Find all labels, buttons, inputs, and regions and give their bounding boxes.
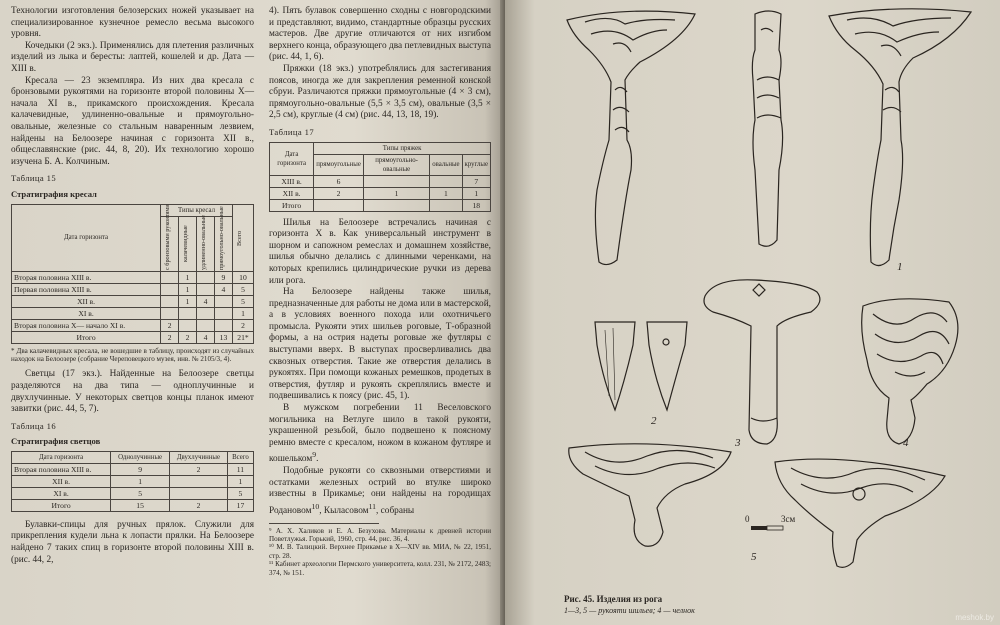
figure-label: 5	[751, 551, 757, 563]
column-header: Дата горизонта	[12, 451, 111, 463]
column-header: Всего	[227, 451, 253, 463]
footnote: ¹¹ Кабинет археологии Пермского университета, колл. 231, № 2172, 2483; 374, № 151.	[269, 560, 491, 577]
t-handle-drawing	[704, 280, 820, 444]
paragraph: Булавки-спицы для ручных прялок. Служили для прикрепления кудели льна к лопасти прялки. На Белоозере найдено 7 таких спиц в горизонте второй половины XIII в. (рис. 44, 2,	[11, 519, 254, 565]
paragraph: Светцы (17 экз.). Найденные на Белоозере светцы разделяются на два типа — одноплучинные и двухлучинные. У некоторых светцов концы планок имеют завитки (рис. 44, 5, 7).	[11, 369, 254, 415]
table-row: Первая половина XIII в. 1 4 5	[12, 283, 254, 295]
table-17	[269, 142, 491, 212]
left-column-2	[269, 6, 491, 577]
scale-unit-label: 3см	[781, 514, 796, 524]
figure-label: 3	[735, 437, 741, 449]
column-header: Дата горизонта	[12, 204, 161, 271]
table-row: XI в. 5 5	[12, 487, 254, 499]
awl-handle-side-drawing	[752, 11, 782, 246]
column-header: удлиненно-овальные	[197, 216, 215, 271]
column-header: Типы пряжек	[314, 142, 491, 154]
watermark: meshok.by	[955, 613, 994, 622]
table-caption: Таблица 15	[11, 173, 57, 184]
footnote-rule	[269, 523, 379, 524]
footnote: ¹⁰ М. В. Талицкий. Верхнее Прикамье в X—XIV вв. МИА, № 22, 1951, стр. 28.	[269, 543, 491, 560]
figure-label: 2	[651, 415, 657, 427]
footnote-ref: 10	[311, 501, 320, 511]
footnote-ref: 11	[368, 501, 377, 511]
figure-caption	[564, 594, 695, 616]
table-row: Вторая половина X— начало XI в. 2 2	[12, 319, 254, 331]
column-header: Двухлучинные	[170, 451, 228, 463]
paragraph: 4). Пять булавок совершенно сходны с новгородскими и представляют, видимо, стандартные образцы русских мастеров. Две другие отличаются от них изгибом верхнего конца, образующего два петлевидных выступа (рис. 44, 1, 6).	[269, 6, 491, 63]
awl-sheath-drawing	[595, 322, 687, 410]
column-header: калачевидные	[179, 216, 197, 271]
table-total-row: Итого 15 2 17	[12, 499, 254, 511]
awl-handle-back-drawing	[829, 9, 971, 266]
table-row: XII в. 2 1 1 1	[270, 187, 491, 199]
table-title: Стратиграфия светцов	[11, 436, 101, 447]
paragraph: На Белоозере найдены также шилья, предназначенные для работы не дома или в мастерской, а в условиях военного похода или охотничьего промысла. Рукояти этих шильев роговые, Т-образной формы, а на острия надеты роговые же футляры с выступами вверх. В выступах просверливались два сквозных отверстия. Такие же отверстия делались в рукоятях. При помощи кожаных ремешков, продетых в отверстия, футляр и рукоять скреплялись вместе и подвешивались к поясу (рис. 45, 1).	[269, 287, 491, 402]
paragraph: Пряжки (18 экз.) употреблялись для застегивания поясов, иногда же для закрепления ременной конской сбруи. Различаются пряжки прямоугольные (4 × 3 см), прямоугольно-овальные (5,5 × 3,5 см), овальные (3,5 × 2,5 см), круглые (4 см) (рис. 44, 13, 18, 19).	[269, 63, 491, 121]
paragraph: Шилья на Белоозере встречались начиная с горизонта X в. Как универсальный инструмент в шорном и сапожном ремеслах и домашнем хозяйстве, шилья обычно делались с длинными черенками, на которых крепились цилиндрические ручки из дерева или рога.	[269, 217, 491, 286]
table-row: XII в. 1 1	[12, 475, 254, 487]
column-header: Всего	[232, 204, 253, 271]
footnote: ⁹ А. Х. Халиков и Е. А. Безухова. Материалы к древней истории Поветлужья. Горький, 1960, стр. 44, рис. 36, 4.	[269, 526, 491, 543]
scale-zero-label: 0	[745, 514, 750, 524]
column-header: овальные	[430, 154, 462, 175]
figure-label: 1	[897, 261, 903, 273]
table-row: XII в. 1 4 5	[12, 295, 254, 307]
awl-handle-drawing	[567, 11, 695, 264]
paragraph: Технологии изготовления белозерских ножей указывает на специализированное кузнечное ремесло весьма высокого уровня.	[11, 6, 254, 40]
figure-label: 4	[903, 437, 909, 449]
column-header: Типы кресал	[161, 204, 233, 216]
table-row: XI в. 1	[12, 307, 254, 319]
left-column-1	[11, 6, 254, 566]
scale-bar	[745, 514, 795, 530]
column-header: с бронзовыми рукоятями	[161, 216, 179, 271]
shuttle-drawing	[862, 299, 958, 444]
table-total-row: Итого 2 2 4 13 21*	[12, 331, 254, 343]
paragraph: Подобные рукояти со сквозными отверстиями и остатками железных острий во втулке широко известны в Прикамье; они найдены на городищах Родановом$^{10}$, Кыласовом$^{11}$, собраны	[269, 466, 491, 516]
table-total-row: Итого 18	[270, 199, 491, 211]
table-caption: Таблица 17	[269, 126, 315, 137]
table-row: Вторая половина XIII в. 9 2 11	[12, 463, 254, 475]
footnote-ref: 9	[312, 450, 317, 460]
paragraph: Кресала — 23 экземпляра. Из них два кресала с бронзовыми рукоятями на горизонте второй половины X— начала XI в., прикамского происхождения. Кресала калачевидные, удлиненно-овальные и прямоугольно-овальные, железные со стальным наваренным лезвием, найдены на Белоозере начиная с горизонта XII в., общеславянские (рис. 44, 8, 20). Их технологию хорошо изучена Б. А. Колчиным.	[11, 75, 254, 167]
paragraph: Кочедыки (2 экз.). Применялись для плетения различных изделий из лыка и бересты: лаптей, кошелей и др. Дата — XIII в.	[11, 40, 254, 74]
table-16	[11, 451, 254, 512]
table-note: * Два калачевидных кресала, не вошедшие в таблицу, происходят из случайных находок на Белоозере (собрание Череповецкого музея, инв. № 2105/3, 4).	[11, 346, 254, 363]
column-header: прямоугольно-овальные	[214, 216, 232, 271]
paragraph: В мужском погребении 11 Веселовского могильника на Ветлуге шило в такой рукояти, украшенной резьбой, было подвешено к поясному ремню вместе с кресалом, ножом в кожаном футляре и кошельком$^9$.	[269, 403, 491, 465]
awl-handle-5-drawing	[569, 444, 945, 567]
column-header: Дата горизонта	[270, 142, 314, 175]
table-row: Вторая половина XIII в. 1 9 10	[12, 271, 254, 283]
column-header: прямоугольно-овальные	[363, 154, 429, 175]
column-header: круглые	[462, 154, 490, 175]
table-row: XIII в. 6 7	[270, 175, 491, 187]
table-15	[11, 204, 254, 344]
figure-45-drawings	[555, 0, 995, 594]
figure-caption-subtitle: 1—3, 5 — рукояти шильев; 4 — челнок	[564, 606, 695, 615]
column-header: прямоугольные	[314, 154, 364, 175]
table-title: Стратиграфия кресал	[11, 188, 97, 199]
figure-caption-title: Рис. 45. Изделия из рога	[564, 594, 663, 604]
column-header: Однолучинные	[111, 451, 170, 463]
table-caption: Таблица 16	[11, 420, 57, 431]
